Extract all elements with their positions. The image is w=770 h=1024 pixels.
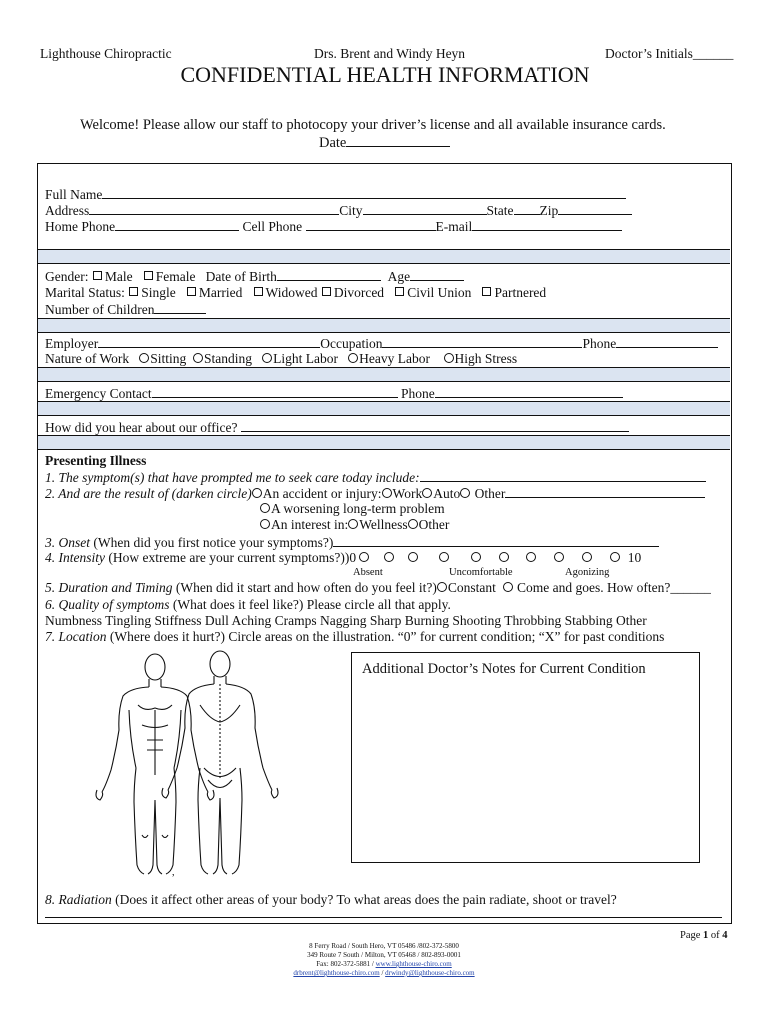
female-checkbox[interactable]	[144, 271, 153, 280]
worsening-radio[interactable]	[260, 503, 270, 513]
full-name-field[interactable]	[45, 186, 626, 203]
emergency-phone-label: Phone	[400, 386, 435, 401]
other-radio[interactable]	[460, 488, 470, 498]
male-label: Male	[104, 269, 133, 284]
scale-absent: Absent	[353, 567, 383, 578]
intensity-radio[interactable]	[610, 552, 620, 562]
marital-option: Widowed	[265, 285, 318, 300]
intensity-radio[interactable]	[408, 552, 418, 562]
auto-label: Auto	[433, 486, 461, 501]
interest-label: An interest in:	[271, 517, 349, 532]
scale-end: 10	[627, 550, 642, 565]
marital-option: Civil Union	[407, 285, 472, 300]
body-diagram[interactable]	[50, 650, 340, 880]
scale-start: 0	[349, 550, 357, 565]
children-field[interactable]	[45, 301, 206, 318]
radiation-label: 8. Radiation	[45, 892, 112, 907]
footer-emails	[184, 969, 584, 977]
duration-row	[45, 580, 711, 596]
emergency-row[interactable]	[45, 385, 623, 402]
duration-question: (When did it start and how often do you feel it?)	[172, 580, 437, 595]
footer-website-link[interactable]: www.lighthouse-chiro.com	[375, 960, 452, 968]
page-indicator	[680, 930, 728, 941]
civil-union-checkbox[interactable]	[395, 287, 404, 296]
standing-radio[interactable]	[193, 353, 203, 363]
employer-label: Employer	[45, 336, 99, 351]
male-checkbox[interactable]	[93, 271, 102, 280]
footer-fax: Fax: 802-372-5881 /	[316, 960, 376, 968]
marital-label: Marital Status:	[45, 285, 125, 300]
children-label: Number of Children	[45, 302, 155, 317]
page-prefix: Page	[680, 930, 704, 941]
interest-row	[260, 517, 449, 533]
emergency-contact-label: Emergency Contact	[45, 386, 152, 401]
wellness-label: Wellness	[359, 517, 408, 532]
cell-phone-label: Cell Phone	[242, 219, 303, 234]
marital-option: Single	[141, 285, 176, 300]
quality-row	[45, 597, 451, 613]
cause-row	[45, 485, 705, 502]
page-number: 1	[703, 930, 709, 941]
doctor-notes-title: Additional Doctor’s Notes for Current Condition	[362, 661, 646, 677]
auto-radio[interactable]	[422, 488, 432, 498]
city-label: City	[339, 203, 363, 218]
intensity-label: 4. Intensity	[45, 550, 105, 565]
symptoms-label: 1. The symptom(s) that have prompted me to seek care today include:	[45, 470, 420, 485]
intensity-radio[interactable]	[359, 552, 369, 562]
employer-row[interactable]	[45, 335, 718, 352]
dob-field[interactable]	[277, 268, 381, 281]
female-label: Female	[155, 269, 196, 284]
widowed-checkbox[interactable]	[254, 287, 263, 296]
heavy-labor-radio[interactable]	[348, 353, 358, 363]
nature-option: Heavy Labor	[359, 351, 430, 366]
location-question: (Where does it hurt?) Circle areas on the illustration. “0” for current condition; “X” for past conditions	[106, 629, 665, 644]
footer-address-1: 8 Ferry Road / South Hero, VT 05486 /802-372-5800	[309, 942, 459, 950]
location-row	[45, 629, 664, 645]
footer-email-separator: /	[379, 969, 386, 977]
footer-email-brent-link[interactable]: drbrent@lighthouse-chiro.com	[293, 969, 380, 977]
divorced-checkbox[interactable]	[322, 287, 331, 296]
interest-radio[interactable]	[260, 519, 270, 529]
section-divider	[38, 318, 730, 333]
footer-fax-web	[184, 960, 584, 968]
accident-radio[interactable]	[252, 488, 262, 498]
front-body-figure	[96, 654, 214, 874]
section-divider	[38, 435, 730, 450]
doctor-initials-field[interactable]: Doctor’s Initials______	[605, 46, 734, 61]
worsening-row	[260, 501, 445, 517]
work-label: Work	[392, 486, 423, 501]
age-label: Age	[387, 269, 411, 284]
address-row[interactable]	[45, 202, 632, 219]
work-radio[interactable]	[382, 488, 392, 498]
phone-row[interactable]	[45, 218, 622, 235]
marital-option: Married	[198, 285, 243, 300]
practice-name: Lighthouse Chiropractic	[40, 46, 172, 61]
radiation-question: (Does it affect other areas of your body? To what areas does the pain radiate, shoot or travel?	[111, 892, 617, 907]
quality-question: (What does it feel like?) Please circle all that apply.	[169, 597, 451, 612]
comes-goes-label: Come and goes. How often?______	[516, 580, 711, 595]
dob-label: Date of Birth	[205, 269, 277, 284]
page-of: of	[708, 930, 723, 941]
scale-uncomfortable: Uncomfortable	[449, 567, 513, 578]
footer-email-windy-link[interactable]: drwindy@lighthouse-chiro.com	[385, 969, 475, 977]
duration-label: 5. Duration and Timing	[45, 580, 173, 595]
intensity-question: (How extreme are your current symptoms?))	[105, 550, 350, 565]
intensity-radio[interactable]	[526, 552, 536, 562]
constant-label: Constant	[447, 580, 496, 595]
referral-row[interactable]	[45, 419, 629, 436]
employer-phone-label: Phone	[582, 336, 617, 351]
nature-option: Light Labor	[273, 351, 339, 366]
intensity-row	[45, 550, 641, 566]
marital-row	[45, 285, 546, 301]
other-label: Other	[474, 486, 506, 501]
zip-label: Zip	[539, 203, 559, 218]
wellness-radio[interactable]	[348, 519, 358, 529]
onset-row[interactable]	[45, 534, 659, 551]
section-divider	[38, 367, 730, 382]
nature-of-work-row	[45, 351, 517, 367]
high-stress-radio[interactable]	[444, 353, 454, 363]
nature-option: Standing	[204, 351, 253, 366]
address-label: Address	[45, 203, 90, 218]
marital-option: Partnered	[494, 285, 547, 300]
back-body-figure	[162, 651, 278, 874]
date-field[interactable]	[319, 134, 450, 152]
sitting-radio[interactable]	[139, 353, 149, 363]
nature-label: Nature of Work	[45, 351, 130, 366]
quality-options[interactable]: Numbness Tingling Stiffness Dull Aching Cramps Nagging Sharp Burning Shooting Throbbing Stabbing Other	[45, 613, 647, 628]
intensity-radio[interactable]	[554, 552, 564, 562]
cause-label: 2. And are the result of (darken circle)	[45, 486, 252, 501]
home-phone-label: Home Phone	[45, 219, 116, 234]
intensity-radio[interactable]	[471, 552, 481, 562]
other-field[interactable]	[505, 485, 705, 498]
doctor-notes-box[interactable]	[351, 652, 700, 863]
footer-address-2: 349 Route 7 South / Milton, VT 05468 / 802-893-0001	[307, 951, 461, 959]
intensity-radio[interactable]	[582, 552, 592, 562]
gender-row	[45, 268, 464, 285]
single-checkbox[interactable]	[129, 287, 138, 296]
referral-label: How did you hear about our office?	[45, 420, 238, 435]
page-total: 4	[722, 930, 728, 941]
section-divider	[38, 401, 730, 416]
comes-goes-radio[interactable]	[503, 582, 513, 592]
presenting-illness-heading: Presenting Illness	[45, 453, 147, 468]
onset-label: 3. Onset	[45, 535, 90, 550]
svg-text:,: ,	[172, 867, 175, 878]
symptoms-row[interactable]	[45, 469, 706, 486]
constant-radio[interactable]	[437, 582, 447, 592]
radiation-field[interactable]	[45, 905, 722, 918]
nature-option: Sitting	[150, 351, 187, 366]
gender-label: Gender:	[45, 269, 89, 284]
intensity-radio[interactable]	[499, 552, 509, 562]
form-title: CONFIDENTIAL HEALTH INFORMATION	[180, 62, 590, 87]
state-label: State	[486, 203, 514, 218]
section-divider	[38, 249, 730, 264]
age-field[interactable]	[410, 268, 464, 281]
occupation-label: Occupation	[320, 336, 383, 351]
intensity-radio[interactable]	[439, 552, 449, 562]
scale-agonizing: Agonizing	[565, 567, 610, 578]
email-label: E-mail	[435, 219, 473, 234]
other2-radio[interactable]	[408, 519, 418, 529]
onset-question: (When did you first notice your symptoms?)	[90, 535, 334, 550]
intensity-radio[interactable]	[384, 552, 394, 562]
doctor-names: Drs. Brent and Windy Heyn	[314, 46, 466, 61]
date-label: Date	[319, 135, 347, 151]
full-name-label: Full Name	[45, 187, 103, 202]
married-checkbox[interactable]	[187, 287, 196, 296]
light-labor-radio[interactable]	[262, 353, 272, 363]
other2-label: Other	[418, 517, 450, 532]
quality-label: 6. Quality of symptoms	[45, 597, 170, 612]
accident-label: An accident or injury:	[262, 486, 382, 501]
marital-option: Divorced	[333, 285, 385, 300]
location-label: 7. Location	[45, 629, 107, 644]
partnered-checkbox[interactable]	[482, 287, 491, 296]
worsening-label: A worsening long-term problem	[271, 501, 445, 516]
welcome-text: Welcome! Please allow our staff to photocopy your driver’s license and all available insurance cards.	[80, 117, 666, 133]
nature-option: High Stress	[454, 351, 518, 366]
